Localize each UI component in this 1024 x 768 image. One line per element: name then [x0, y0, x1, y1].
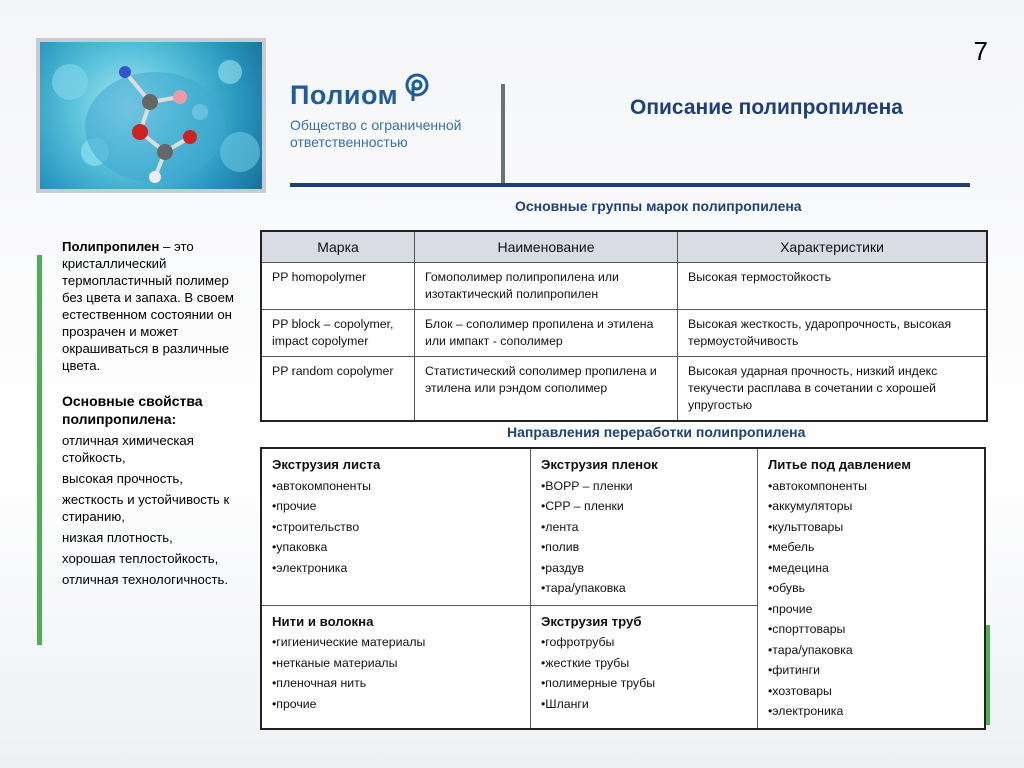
processing-cell-films [531, 448, 758, 605]
table-row [261, 263, 987, 310]
list-item: •полимерные трубы [541, 676, 656, 690]
table-cell: PP random copolymer [261, 357, 415, 422]
accent-bar-left [37, 255, 42, 645]
list-item: •гофротрубы [541, 635, 615, 649]
molecule-image [36, 38, 266, 193]
list-item: •жесткие трубы [541, 655, 630, 670]
page-number: 7 [973, 36, 988, 66]
list-item: •электроника [768, 704, 844, 718]
list-item: •пленочная нить [272, 676, 367, 690]
list-item: •медецина [768, 560, 829, 575]
property-item: низкая плотность, [62, 530, 173, 545]
table-header-row [261, 231, 987, 263]
table-cell: Блок – сополимер пропилена и этилена или импакт - сополимер [415, 310, 678, 357]
list-item: •фитинги [768, 663, 820, 677]
property-item: отличная технологичность. [62, 572, 229, 587]
processing-table [260, 447, 986, 730]
list-item: •BOPP – пленки [541, 478, 633, 493]
intro-text [62, 238, 252, 374]
table-cell: Гомополимер полипропилена или изотактический полипропилен [415, 263, 678, 310]
list-item: •мебель [768, 540, 815, 554]
list-item: •культтовары [768, 519, 844, 534]
column-header: Характеристики [678, 231, 988, 263]
cell-heading: Литье под давлением [768, 457, 911, 472]
table-row [261, 448, 985, 605]
list-item: •упаковка [272, 540, 328, 554]
column-header: Наименование [415, 231, 678, 263]
list-item: •автокомпоненты [272, 478, 371, 493]
company-logo [290, 80, 500, 151]
processing-cell-sheet [261, 448, 531, 605]
property-item: отличная химическая стойкость, [62, 433, 194, 465]
intro-rest: – это кристаллический термопластичный полимер без цвета и запаха. В своем естественном состоянии он прозрачен и может окрашиваться в различные цвета. [62, 239, 234, 373]
logo-name: Полиом [290, 80, 399, 110]
processing-cell-fibers [261, 605, 531, 729]
list-item: •автокомпоненты [768, 478, 867, 493]
list-item: •прочие [272, 499, 317, 513]
logo-p-icon [404, 73, 430, 103]
property-item: жесткость и устойчивость к стиранию, [62, 492, 230, 524]
cell-heading: Нити и волокна [272, 613, 374, 629]
list-item: •спорттовары [768, 622, 846, 636]
list-item: •аккумуляторы [768, 499, 853, 513]
table-cell: Высокая жесткость, ударопрочность, высокая термоустойчивость [678, 310, 988, 357]
cell-heading: Экструзия труб [541, 613, 642, 629]
processing-cell-pipes [531, 605, 758, 729]
list-item: •полив [541, 540, 580, 554]
table-cell: Статистический сополимер пропилена и этилена или рэндом сополимер [415, 357, 678, 422]
header-divider-horizontal [290, 183, 970, 187]
list-item: •обувь [768, 581, 806, 595]
page-title: Описание полипропилена [630, 96, 903, 119]
property-item: хорошая теплостойкость, [62, 551, 219, 566]
table-cell: PP homopolymer [261, 263, 415, 310]
cell-heading: Экструзия пленок [541, 457, 658, 472]
processing-table-title: Направления переработки полипропилена [507, 424, 806, 440]
list-item: •раздув [541, 560, 585, 575]
logo-subtitle: Общество с ограниченной ответственностью [290, 117, 462, 150]
description-column [62, 238, 252, 588]
property-item: высокая прочность, [62, 471, 183, 486]
intro-bold: Полипропилен [62, 239, 160, 254]
list-item: •гигиенические материалы [272, 635, 426, 649]
table-cell: Высокая ударная прочность, низкий индекс текучести расплава в сочетании с хорошей упругостью [678, 357, 988, 422]
table-row [261, 357, 987, 422]
list-item: •тара/упаковка [541, 581, 626, 595]
table-cell: PP block – copolymer, impact copolymer [261, 310, 415, 357]
list-item: •прочие [272, 696, 317, 711]
table-row [261, 310, 987, 357]
list-item: •Шланги [541, 696, 589, 711]
header-divider-vertical [501, 84, 505, 184]
cell-heading: Экструзия листа [272, 457, 381, 472]
list-item: •прочие [768, 601, 813, 616]
column-header: Марка [261, 231, 415, 263]
grades-table-title: Основные группы марок полипропилена [515, 198, 802, 214]
list-item: •лента [541, 519, 579, 534]
list-item: •строительство [272, 519, 360, 534]
processing-cell-molding [758, 448, 986, 729]
properties-title: Основные свойства полипропилена: [62, 393, 203, 427]
grades-table [260, 230, 988, 422]
list-item: •CPP – пленки [541, 499, 624, 513]
list-item: •электроника [272, 560, 348, 575]
list-item: •нетканые материалы [272, 655, 398, 670]
list-item: •хозтовары [768, 683, 832, 698]
table-cell: Высокая термостойкость [678, 263, 988, 310]
list-item: •тара/упаковка [768, 642, 853, 657]
